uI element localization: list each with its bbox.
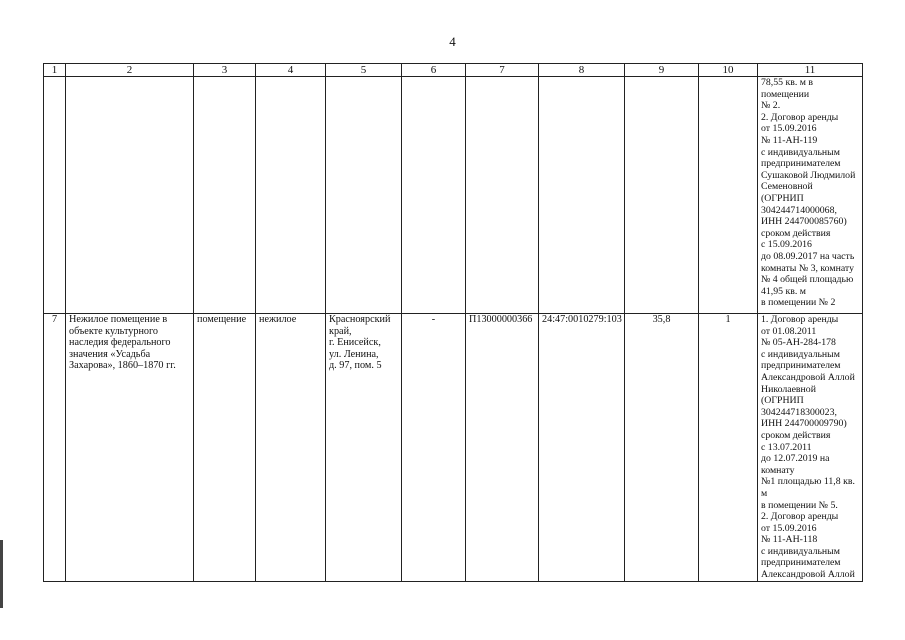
- header-col-1: 1: [44, 64, 66, 77]
- cell-cadastral-number: 24:47:0010279:103: [539, 314, 625, 582]
- cell-object-name: Нежилое помещение в объекте культурного наследия федерального значения «Усадьба Захарова», 1860–1870 гг.: [66, 314, 194, 582]
- table-row-7: [44, 314, 863, 582]
- cell-empty: [539, 77, 625, 314]
- cell-address: Красноярский край, г. Енисейск, ул. Ленина, д. 97, пом. 5: [326, 314, 402, 582]
- cell-empty: [326, 77, 402, 314]
- cell-object-type: помещение: [194, 314, 256, 582]
- cell-empty: [194, 77, 256, 314]
- cell-empty: [256, 77, 326, 314]
- page-number: 4: [449, 34, 456, 49]
- header-col-11: 11: [758, 64, 863, 77]
- scan-edge-mark: [0, 540, 3, 608]
- header-col-4: 4: [256, 64, 326, 77]
- cell-lease-details: 78,55 кв. м в помещении № 2. 2. Договор аренды от 15.09.2016 № 11-АН-119 с индивидуальным предпринимателем Сушаковой Людмилой Семеновной (ОГРНИП 304244714000068, ИНН 244700085760) сроком действия с 15.09.2016 до 08.09.2017 на часть комнаты № 3, комнату № 4 общей площадью 41,95 кв. м в помещении № 2: [758, 77, 863, 314]
- cell-empty: [699, 77, 758, 314]
- cell-purpose: нежилое: [256, 314, 326, 582]
- header-col-2: 2: [66, 64, 194, 77]
- cell-registry-number: П13000000366: [466, 314, 539, 582]
- cell-empty: [625, 77, 699, 314]
- cell-area: 35,8: [625, 314, 699, 582]
- header-col-10: 10: [699, 64, 758, 77]
- cell-empty: [66, 77, 194, 314]
- cell-empty: [402, 77, 466, 314]
- table-row-continued: [44, 77, 863, 314]
- cell-row-number: 7: [44, 314, 66, 582]
- column-number-row: [44, 64, 863, 77]
- registry-table: [43, 63, 863, 582]
- header-col-8: 8: [539, 64, 625, 77]
- cell-col10: 1: [699, 314, 758, 582]
- header-col-5: 5: [326, 64, 402, 77]
- header-col-7: 7: [466, 64, 539, 77]
- cell-empty: [466, 77, 539, 314]
- header-col-6: 6: [402, 64, 466, 77]
- cell-lease-details: 1. Договор аренды от 01.08.2011 № 05-АН-284-178 с индивидуальным предпринимателем Александровой Аллой Николаевной (ОГРНИП 304244718300023, ИНН 244700009790) сроком действия с 13.07.2011 до 12.07.2019 на комнату №1 площадью 11,8 кв. м в помещении № 5. 2. Договор аренды от 15.09.2016 № 11-АН-118 с индивидуальным предпринимателем Александровой Аллой: [758, 314, 863, 582]
- header-col-3: 3: [194, 64, 256, 77]
- header-col-9: 9: [625, 64, 699, 77]
- cell-col6: -: [402, 314, 466, 582]
- cell-empty: [44, 77, 66, 314]
